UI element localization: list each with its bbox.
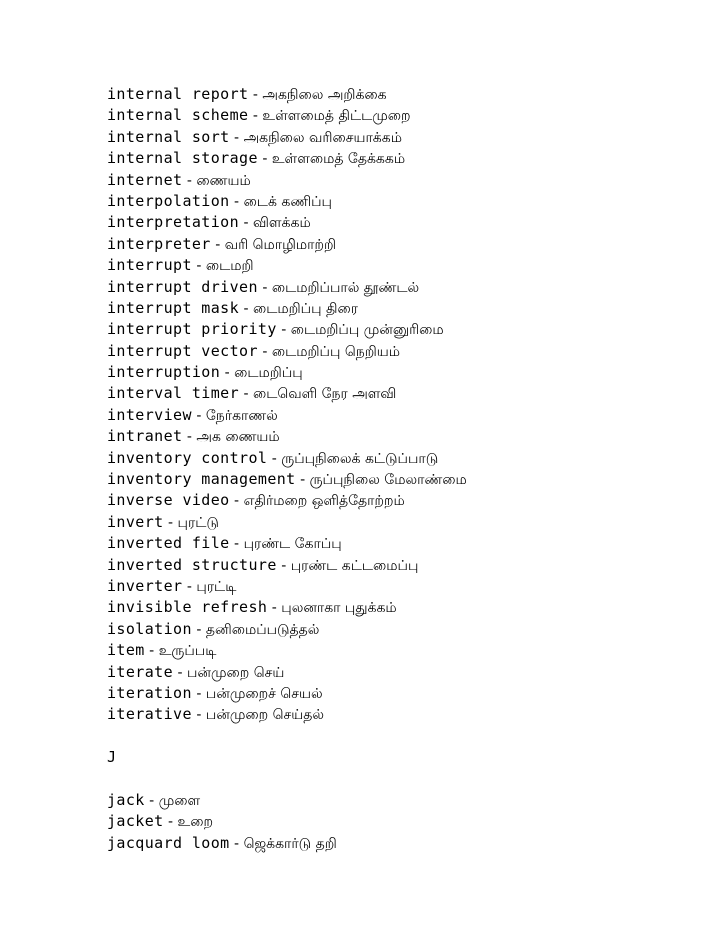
glossary-entry: [107, 234, 707, 255]
entry-gloss: புரட்டி: [196, 578, 237, 595]
glossary-entry: [107, 255, 707, 276]
entry-separator: -: [229, 536, 244, 553]
entry-gloss: புலனாகா புதுக்கம்: [281, 600, 397, 617]
entry-gloss: உறை: [177, 814, 214, 831]
entry-gloss: புரண்ட கோப்பு: [243, 536, 342, 553]
entry-term: iterate: [107, 662, 174, 681]
entry-separator: -: [257, 151, 272, 168]
glossary-entry: [107, 555, 707, 576]
entry-separator: -: [191, 407, 206, 424]
entry-gloss: ருப்புநிலை மேலாண்மை: [309, 472, 467, 489]
entry-separator: -: [267, 450, 282, 467]
entry-separator: -: [229, 193, 244, 210]
entry-gloss: நேர்காணல்: [205, 407, 278, 424]
glossary-entry: [107, 105, 707, 126]
entry-gloss: டைமறிப்பு: [234, 365, 303, 382]
entry-separator: -: [191, 621, 206, 638]
entry-gloss: டைக் கணிப்பு: [243, 193, 332, 210]
entry-term: isolation: [107, 619, 192, 638]
entry-term: invisible refresh: [107, 598, 268, 617]
glossary-entry: [107, 405, 707, 426]
glossary-entry: [107, 490, 707, 511]
entry-gloss: எதிர்மறை ஒளித்தோற்றம்: [243, 493, 405, 510]
glossary-entry: [107, 790, 707, 811]
glossary-entry: [107, 833, 707, 854]
entry-gloss: டைமறிப்பு திரை: [252, 300, 358, 317]
entry-separator: -: [229, 835, 244, 852]
entry-gloss: டைமறிப்பால் தூண்டல்: [271, 279, 420, 296]
glossary-entry: [107, 127, 707, 148]
entry-term: interpreter: [107, 234, 211, 253]
entry-term: interpolation: [107, 191, 230, 210]
entry-separator: -: [248, 87, 263, 103]
entry-separator: -: [248, 108, 263, 125]
entry-separator: -: [163, 514, 178, 531]
entry-gloss: அகநிலை அறிக்கை: [262, 87, 387, 103]
entry-gloss: அக ணையம்: [196, 429, 280, 446]
glossary-entry: [107, 811, 707, 832]
entry-term: interrupt driven: [107, 277, 258, 296]
entry-separator: -: [239, 215, 253, 232]
glossary-entry: [107, 533, 707, 554]
entry-gloss: ருப்புநிலைக் கட்டுப்பாடு: [281, 450, 439, 467]
entry-gloss: டைமறிப்பு நெறியம்: [271, 343, 401, 360]
section-letter: J: [107, 748, 117, 767]
entry-gloss: புரண்ட கட்டமைப்பு: [290, 557, 419, 574]
entries-i-list: [107, 84, 707, 726]
entry-separator: -: [210, 236, 225, 253]
entry-separator: -: [276, 322, 291, 339]
glossary-entry: [107, 512, 707, 533]
entry-separator: -: [239, 300, 253, 317]
entry-gloss: ணையம்: [196, 172, 251, 189]
entry-gloss: உருப்படி: [158, 643, 217, 660]
entry-separator: -: [276, 557, 291, 574]
entry-gloss: டைமறி: [205, 258, 254, 275]
entry-term: inverted file: [107, 534, 230, 553]
entry-separator: -: [220, 365, 235, 382]
entry-separator: -: [144, 792, 159, 809]
glossary-entry: [107, 319, 707, 340]
entry-gloss: வரி மொழிமாற்றி: [224, 236, 337, 253]
entry-gloss: பன்முறை செய்: [186, 664, 285, 681]
entry-separator: -: [182, 172, 197, 189]
entry-separator: -: [295, 472, 310, 489]
section-heading-j: [107, 747, 707, 768]
entry-separator: -: [163, 814, 178, 831]
glossary-entry: [107, 597, 707, 618]
entry-term: iterative: [107, 705, 192, 724]
entry-term: interrupt vector: [107, 341, 258, 360]
glossary-page: [107, 84, 707, 854]
entry-term: interrupt priority: [107, 320, 277, 339]
entry-term: iteration: [107, 683, 192, 702]
glossary-entry: [107, 277, 707, 298]
entry-separator: -: [239, 386, 253, 403]
entry-term: inverted structure: [107, 555, 277, 574]
glossary-entry: [107, 191, 707, 212]
entry-term: interview: [107, 405, 192, 424]
glossary-entry: [107, 84, 707, 105]
glossary-entry: [107, 148, 707, 169]
entry-term: interruption: [107, 363, 221, 382]
glossary-entry: [107, 170, 707, 191]
entry-term: internal report: [107, 85, 249, 103]
glossary-entry: [107, 662, 707, 683]
glossary-entry: [107, 298, 707, 319]
entry-term: internet: [107, 170, 183, 189]
glossary-entry: [107, 619, 707, 640]
glossary-entry: [107, 640, 707, 661]
glossary-entry: [107, 448, 707, 469]
entry-separator: -: [191, 707, 206, 724]
entry-separator: -: [191, 685, 206, 702]
glossary-entry: [107, 362, 707, 383]
entry-separator: -: [191, 258, 206, 275]
glossary-entry: [107, 383, 707, 404]
entry-term: inventory control: [107, 448, 268, 467]
entry-gloss: முளை: [158, 792, 201, 809]
entry-term: interpretation: [107, 213, 240, 232]
entry-term: jacket: [107, 812, 164, 831]
entry-gloss: டைவெளி நேர அளவி: [252, 386, 397, 403]
entry-gloss: புரட்டு: [177, 514, 219, 531]
entry-gloss: டைமறிப்பு முன்னுரிமை: [290, 322, 444, 339]
entry-gloss: அகநிலை வரிசையாக்கம்: [243, 129, 402, 146]
entry-term: interrupt: [107, 256, 192, 275]
entry-gloss: பன்முறை செய்தல்: [205, 707, 325, 724]
entries-j-list: [107, 790, 707, 854]
glossary-entry: [107, 683, 707, 704]
entry-separator: -: [182, 578, 197, 595]
entry-gloss: விளக்கம்: [252, 215, 311, 232]
glossary-entry: [107, 704, 707, 725]
glossary-entry: [107, 341, 707, 362]
entry-term: internal storage: [107, 149, 258, 168]
glossary-entry: [107, 576, 707, 597]
entry-gloss: பன்முறைச் செயல்: [205, 685, 323, 702]
entry-term: internal sort: [107, 127, 230, 146]
entry-separator: -: [257, 279, 272, 296]
entry-term: item: [107, 641, 145, 660]
glossary-entry: [107, 426, 707, 447]
entry-term: interrupt mask: [107, 298, 240, 317]
section-gap: [107, 769, 707, 790]
entry-term: jack: [107, 790, 145, 809]
entry-separator: -: [173, 664, 187, 681]
entry-separator: -: [182, 429, 197, 446]
entry-separator: -: [229, 493, 244, 510]
entry-separator: -: [267, 600, 282, 617]
entry-separator: -: [144, 643, 159, 660]
section-gap: [107, 726, 707, 747]
entry-term: invert: [107, 512, 164, 531]
entry-separator: -: [229, 129, 244, 146]
entry-term: inverter: [107, 576, 183, 595]
entry-term: interval timer: [107, 384, 240, 403]
entry-gloss: ஜெக்கார்டு தறி: [243, 835, 337, 852]
entry-term: inventory management: [107, 470, 296, 489]
glossary-entry: [107, 469, 707, 490]
entry-gloss: தனிமைப்படுத்தல்: [205, 621, 320, 638]
entry-gloss: உள்ளமைத் திட்டமுறை: [262, 108, 411, 125]
entry-gloss: உள்ளமைத் தேக்ககம்: [271, 151, 406, 168]
glossary-entry: [107, 212, 707, 233]
entry-term: jacquard loom: [107, 833, 230, 852]
entry-term: intranet: [107, 427, 183, 446]
entry-term: internal scheme: [107, 106, 249, 125]
entry-separator: -: [257, 343, 272, 360]
entry-term: inverse video: [107, 491, 230, 510]
